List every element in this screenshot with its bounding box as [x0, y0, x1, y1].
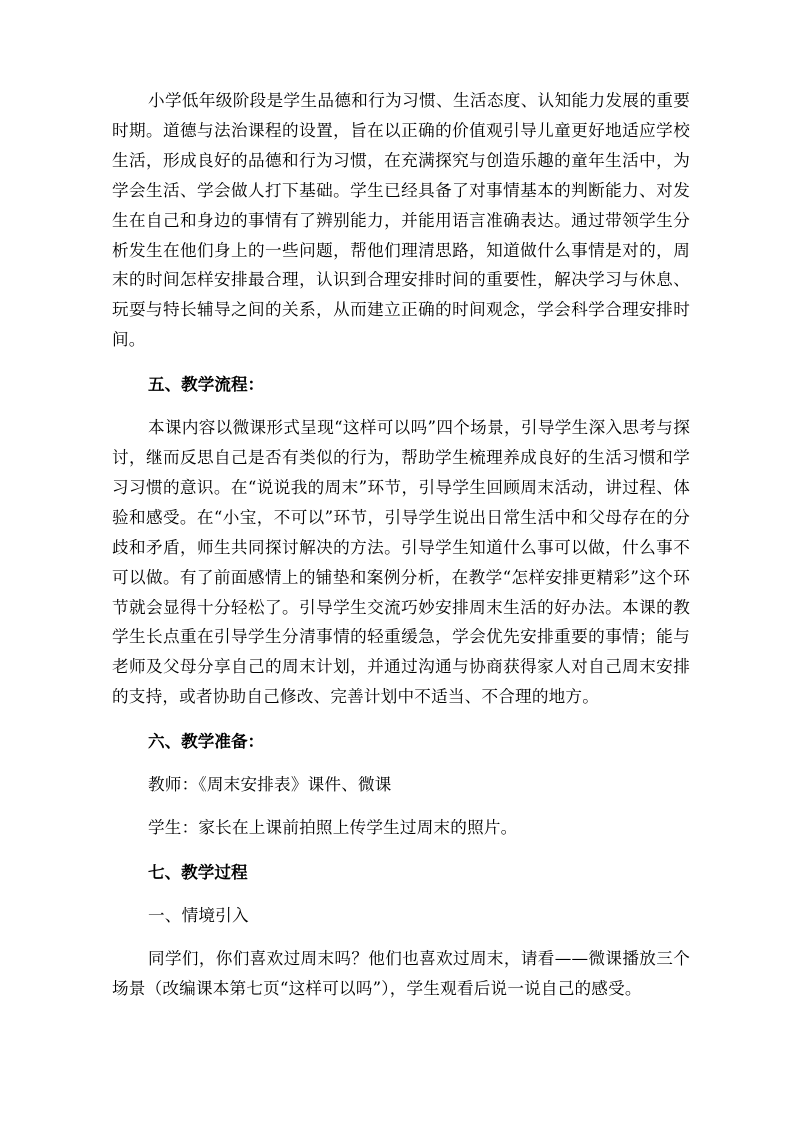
spacer	[112, 843, 690, 858]
student-preparation: 学生：家长在上课前拍照上传学生过周末的照片。	[148, 817, 518, 837]
teacher-preparation: 教师：《周末安排表》课件、微课	[148, 775, 392, 795]
section-7-paragraph: 同学们，你们喜欢过周末吗？他们也喜欢过周末，请看——微课播放三个场景（改编课本第七页“这样可以吗”），学生观看后说一说自己的感受。	[112, 948, 690, 998]
section-7-subheading: 一、情境引入	[148, 905, 249, 925]
section-5-heading: 五、教学流程：	[148, 374, 265, 395]
spacer	[112, 712, 690, 727]
spacer	[112, 757, 690, 770]
spacer	[112, 400, 690, 413]
spacer	[112, 800, 690, 813]
section-7-heading: 七、教学过程	[148, 861, 248, 882]
document-page	[112, 86, 690, 1003]
section-6-heading: 六、教学准备：	[148, 731, 265, 752]
spacer	[112, 931, 690, 944]
spacer	[112, 355, 690, 370]
section-5-paragraph: 本课内容以微课形式呈现“这样可以吗”四个场景，引导学生深入思考与探讨，继而反思自己是否有类似的行为，帮助学生梳理养成良好的生活习惯和学习习惯的意识。在“说说我的周末”环节，引导学生回顾周末活动，讲过程、体验和感受。在“小宝，不可以”环节，引导学生说出日常生活中和父母存在的分歧和矛盾，师生共同探讨解决的方法。引导学生知道什么事可以做，什么事不可以做。有了前面感情上的铺垫和案例分析，在教学“怎样安排更精彩”这个环节就会显得十分轻松了。引导学生交流巧妙安排周末生活的好办法。本课的教学生长点重在引导学生分清事情的轻重缓急，学会优先安排重要的事情；能与老师及父母分享自己的周末计划，并通过沟通与协商获得家人对自己周末安排的支持，或者协助自己修改、完善计划中不适当、不合理的地方。	[112, 418, 690, 707]
intro-paragraph: 小学低年级阶段是学生品德和行为习惯、生活态度、认知能力发展的重要时期。道德与法治课程的设置，旨在以正确的价值观引导儿童更好地适应学校生活，形成良好的品德和行为习惯，在充满探究与创造乐趣的童年生活中，为学会生活、学会做人打下基础。学生已经具备了对事情基本的判断能力、对发生在自己和身边的事情有了辨别能力，并能用语言准确表达。通过带领学生分析发生在他们身上的一些问题，帮他们理清思路，知道做什么事情是对的，周末的时间怎样安排最合理，认识到合理安排时间的重要性，解决学习与休息、玩耍与特长辅导之间的关系，从而建立正确的时间观念，学会科学合理安排时间。	[112, 91, 690, 350]
spacer	[112, 888, 690, 901]
